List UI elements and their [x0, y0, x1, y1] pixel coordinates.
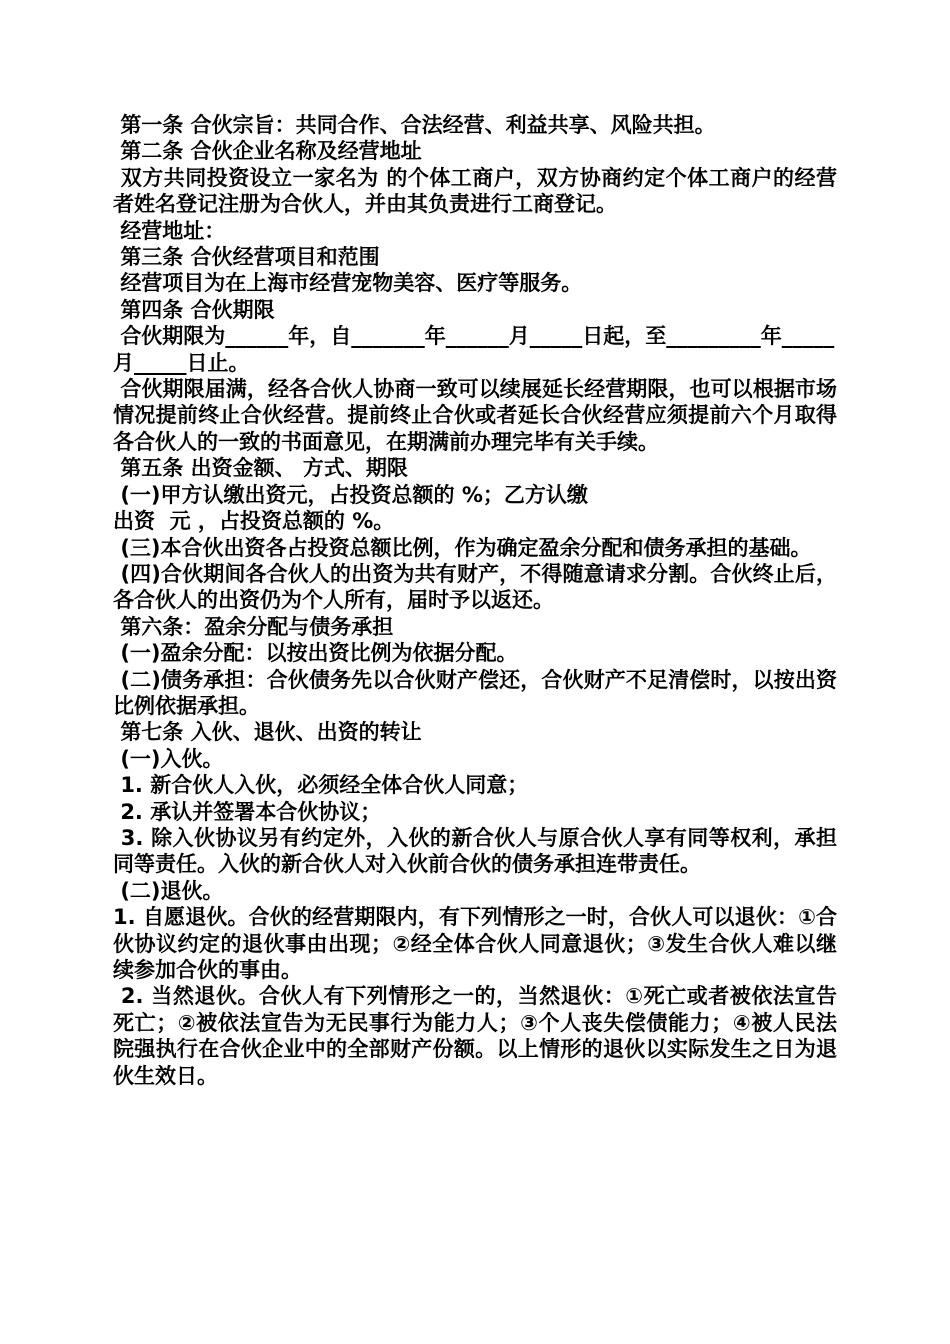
article-7-withdraw-heading: (二)退伙。 [113, 878, 224, 903]
article-1-purpose: 第一条 合伙宗旨：共同合作、合法经营、利益共享、风险共担。 [113, 113, 716, 137]
article-2-heading: 第二条 合伙企业名称及经营地址 [113, 139, 422, 164]
article-2-paragraph: 双方共同投资设立一家名为 的个体工商户，双方协商约定个体工商户的经营者姓名登记注册为合伙人，并由其负责进行工商登记。 [113, 165, 837, 217]
article-6-item-2: (二)债务承担：合伙债务先以合伙财产偿还，合伙财产不足清偿时，以按出资比例依据承担。 [113, 667, 838, 718]
article-5-item-4: (四)合伙期间各合伙人的出资为共有财产，不得随意请求分割。合伙终止后，各合伙人的出资仍为个人所有，届时予以返还。 [113, 561, 838, 613]
article-7-join-heading: (一)入伙。 [113, 746, 224, 771]
article-5-item-1: (一)甲方认缴出资元，占投资总额的 %；乙方认缴 [113, 482, 588, 507]
article-7-join-item-3: 3. 除入伙协议另有约定外，入伙的新合伙人与原合伙人享有同等权利，承担同等责任。入伙的新合伙人对入伙前合伙的债务承担连带责任。 [113, 825, 837, 877]
article-6-item-1: (一)盈余分配：以按出资比例为依据分配。 [113, 641, 518, 666]
article-5-item-3: (三)本合伙出资各占投资总额比例，作为确定盈余分配和债务承担的基础。 [113, 535, 812, 560]
article-7-join-item-2: 2. 承认并签署本合伙协议； [113, 799, 382, 824]
article-7-heading: 第七条 入伙、退伙、出资的转让 [113, 720, 422, 745]
business-address: 经营地址： [113, 218, 226, 243]
article-6-heading: 第六条：盈余分配与债务承担 [113, 614, 394, 639]
document-body [113, 112, 837, 1089]
article-4-paragraph: 合伙期限届满，经各合伙人协商一致可以续展延长经营期限，也可以根据市场情况提前终止合伙经营。提前终止合伙或者延长合伙经营应须提前六个月取得各合伙人的一致的书面意见，在期满前办理完毕有关手续。 [113, 377, 837, 454]
article-4-term: 合伙期限为______年，自_______年______月_____日起，至_________年_____月_____日止。 [113, 324, 835, 375]
article-5-item-1-cont: 出资 元 ，占投资总额的 %。 [113, 509, 395, 534]
article-3-paragraph: 经营项目为在上海市经营宠物美容、医疗等服务。 [113, 271, 583, 296]
article-3-heading: 第三条 合伙经营项目和范围 [113, 245, 380, 270]
article-7-withdraw-item-2: 2. 当然退伙。合伙人有下列情形之一的，当然退伙：①死亡或者被依法宣告死亡；②被依法宣告为无民事行为能力人；③个人丧失偿债能力；④被人民法院强执行在合伙企业中的全部财产份额。以上情形的退伙以实际发生之日为退伙生效日。 [113, 984, 837, 1088]
article-7-join-item-1: 1. 新合伙人入伙，必须经全体合伙人同意； [113, 773, 529, 798]
article-4-heading: 第四条 合伙期限 [113, 297, 275, 322]
article-5-heading: 第五条 出资金额、 方式、期限 [113, 456, 408, 481]
article-7-withdraw-item-1: 1. 自愿退伙。合伙的经营期限内，有下列情形之一时，合伙人可以退伙：①合伙协议约定的退伙事由出现；②经全体合伙人同意退伙；③发生合伙人难以继续参加合伙的事由。 [113, 905, 837, 982]
